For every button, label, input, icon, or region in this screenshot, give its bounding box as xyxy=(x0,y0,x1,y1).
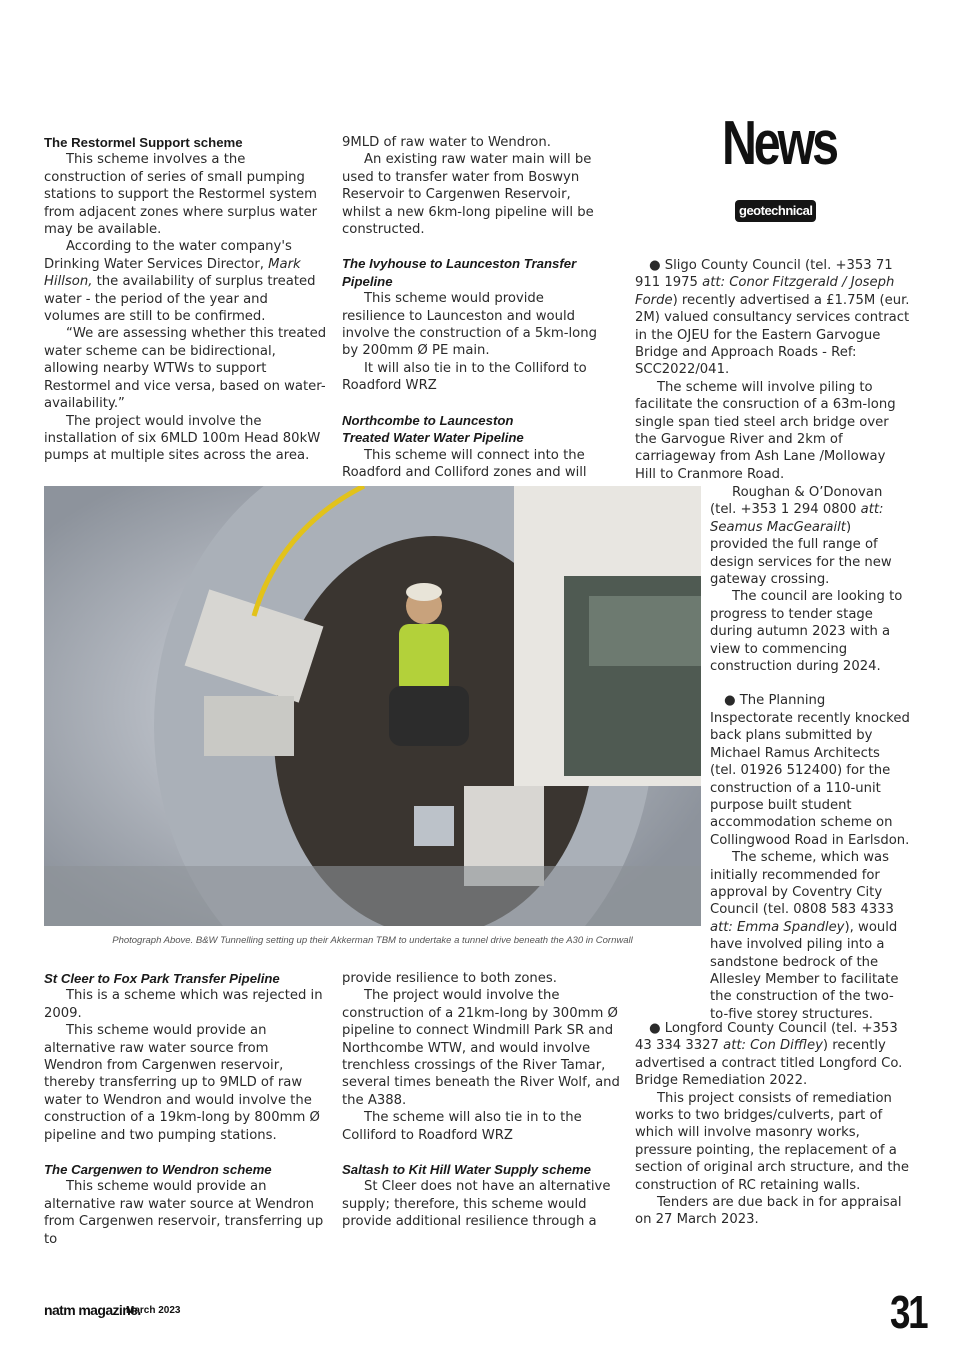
paragraph: The project would involve the construction of a 21km-long by 300mm Ø pipeline to connect Windmill Park SR and Northcombe WTW, and would involve trenchless crossings of the River Tamar, several times beneath the River Wolf, and the A388. xyxy=(342,988,620,1108)
news-item-planning: ● The Planning Inspectorate recently knocked back plans submitted by Michael Ramus Architects (tel. 01926 512400) for the construction of a 110-unit purpose built student accommodation scheme on Collingwood Road in Earlsdon. xyxy=(710,693,910,848)
heading-ivyhouse: The Ivyhouse to Launceston Transfer Pipeline xyxy=(342,256,577,289)
paragraph: This project consists of remediation works to two bridges/culverts, part of which will involve masonry works, pressure pointing, the replacement of a section of original arch structure, and the construction of RC retaining walls. xyxy=(635,1090,909,1193)
person-name: Mark Hillson, xyxy=(44,256,301,290)
column-1-top xyxy=(44,134,327,465)
paragraph: An existing raw water main will be used to transfer water from Boswyn Reservoir to Cargenwen Reservoir, whilst a new 6km-long pipeline will be constructed. xyxy=(342,152,594,238)
column-3-wrapped xyxy=(710,484,910,1023)
column-3-upper xyxy=(635,257,910,483)
heading-restormel: The Restormel Support scheme xyxy=(44,135,243,150)
issue-date: March 2023 xyxy=(126,1305,181,1316)
bullet-icon: ● xyxy=(724,693,736,709)
photo-caption: Photograph Above. B&W Tunnelling setting up their Akkerman TBM to undertake a tunnel drive beneath the A30 in Cornwall xyxy=(112,935,633,946)
paragraph: Tenders are due back in for appraisal on 27 March 2023. xyxy=(635,1195,902,1228)
news-item-sligo: ● Sligo County Council (tel. +353 71 911 1975 att: Conor Fitzgerald / Joseph Forde) recently advertised a £1.75M (eur. 2M) valued consultancy services contract in the OJEU for the Eastern Garvogue Bridge and Approach Roads - Ref: SCC2022/041. xyxy=(635,258,910,378)
section-badge: geotechnical xyxy=(735,200,816,222)
column-2-bottom xyxy=(342,970,622,1231)
paragraph: This scheme would provide resilience to Launceston and would involve the construction of a 5km-long by 200mm Ø PE main. xyxy=(342,291,597,359)
paragraph: The project would involve the installation of six 6MLD 100m Head 80kW pumps at multiple sites across the area. xyxy=(44,413,321,464)
paragraph: It will also tie in to the Colliford to Roadford WRZ xyxy=(342,360,587,394)
heading-northcombe: Northcombe to Launceston Treated Water Water Pipeline xyxy=(342,412,524,446)
column-3-lower xyxy=(635,1020,910,1229)
paragraph: This scheme involves a the construction of series of small pumping stations to support the Restormel system from adjacent zones where surplus water may be available. xyxy=(44,152,318,238)
paragraph: St Cleer does not have an alternative supply; therefore, this scheme would provide additional resilience through a xyxy=(342,1179,611,1230)
column-2-top xyxy=(342,134,600,481)
heading-st-cleer: St Cleer to Fox Park Transfer Pipeline xyxy=(44,971,280,986)
paragraph: This scheme would provide an alternative raw water source at Wendron from Cargenwen reservoir, transferring up to xyxy=(44,1179,324,1247)
paragraph: provide resilience to both zones. xyxy=(342,971,557,986)
section-title: News xyxy=(722,109,836,178)
page-number: 31 xyxy=(890,1286,927,1338)
heading-saltash: Saltash to Kit Hill Water Supply scheme xyxy=(342,1162,591,1178)
paragraph: 9MLD of raw water to Wendron. xyxy=(342,135,551,150)
bullet-icon: ● xyxy=(649,258,661,273)
bullet-icon: ● xyxy=(649,1021,661,1036)
column-1-bottom xyxy=(44,970,327,1248)
paragraph: The scheme, which was initially recommended for approval by Coventry City Council (tel. 0808 583 4333 att: Emma Spandley), would have involved piling into a sandstone bedrock of the Allesley Member to facilitate the construction of the two-to-five storey structures. xyxy=(710,850,899,1022)
paragraph: The council are looking to progress to tender stage during autumn 2023 with a view to commencing construction during 2024. xyxy=(710,589,903,675)
paragraph: This scheme will connect into the Roadford and Colliford zones and will xyxy=(342,447,587,480)
paragraph: This is a scheme which was rejected in 2009. xyxy=(44,988,323,1021)
paragraph: The scheme will involve piling to facilitate the consruction of a 63m-long single span tied steel arch bridge over the Garvogue River and 2km of carriageway from Ash Lane /Molloway Hill to Cranmore Road. xyxy=(635,379,896,482)
news-item-longford: ● Longford County Council (tel. +353 43 334 3327 att: Con Diffley) recently advertised a contract titled Longford Co. Bridge Remediation 2022. xyxy=(635,1021,903,1089)
paragraph: The scheme will also tie in to the Colliford to Roadford WRZ xyxy=(342,1110,582,1143)
tunnel-photo xyxy=(44,486,701,926)
paragraph: According to the water company's Drinking Water Services Director, Mark Hillson, the availability of surplus treated water - the period of the year and volumes are still to be confirmed. xyxy=(44,239,316,325)
paragraph: Roughan & O’Donovan (tel. +353 1 294 0800 att: Seamus MacGearailt) provided the full range of design services for the new gateway crossing. xyxy=(710,485,892,588)
magazine-name: natm magazine. xyxy=(44,1302,141,1318)
heading-cargenwen: The Cargenwen to Wendron scheme xyxy=(44,1162,272,1178)
paragraph: This scheme would provide an alternative raw water source from Wendron from Cargenwen reservoir, thereby transferring up to 9MLD of raw water to Wendron and would involve the construction of a 19km-long by 800mm Ø pipeline and two pumping stations. xyxy=(44,1023,320,1143)
quote-paragraph: “We are assessing whether this treated water scheme can be bidirectional, allowing nearby WTWs to support Restormel and vice versa, based on water-availability.” xyxy=(44,326,327,412)
